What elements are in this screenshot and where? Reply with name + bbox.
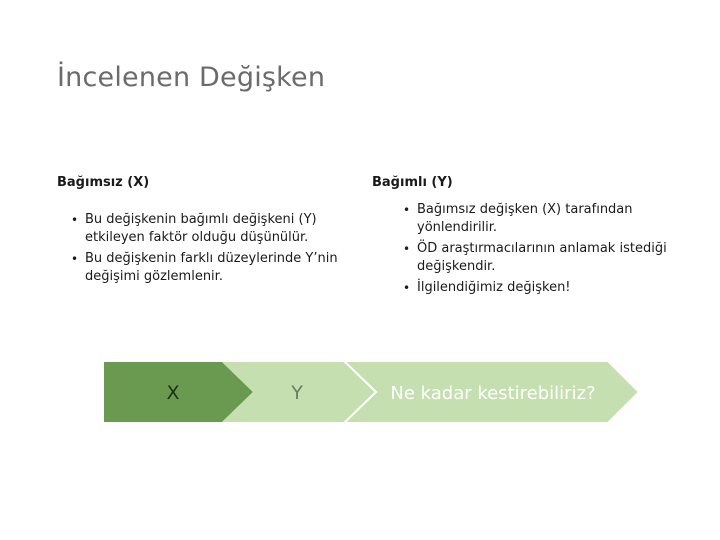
dependent-heading: Bağımlı (Y) [372,175,453,190]
independent-heading: Bağımsız (X) [57,175,150,190]
dependent-bullet-2: • ÖD araştırmacılarının anlamak istediği değişkendir. [403,240,673,276]
independent-bullet-1: • Bu değişkenin bağımlı değişkeni (Y) etkileyen faktör olduğu düşünülür. [71,211,361,247]
x-label: X [166,382,180,404]
independent-bullet-2: • Bu değişkenin farklı düzeylerinde Y’nin değişimi gözlemlenir. [71,250,361,286]
slide-title: İncelenen Değişken [57,62,326,93]
y-label: Y [291,382,303,404]
dependent-bullet-3: • İlgilendiğimiz değişken! [403,279,673,297]
question-label: Ne kadar kestirebiliriz? [390,383,596,404]
dependent-bullet-1: • Bağımsız değişken (X) tarafından yönlendirilir. [403,201,673,237]
